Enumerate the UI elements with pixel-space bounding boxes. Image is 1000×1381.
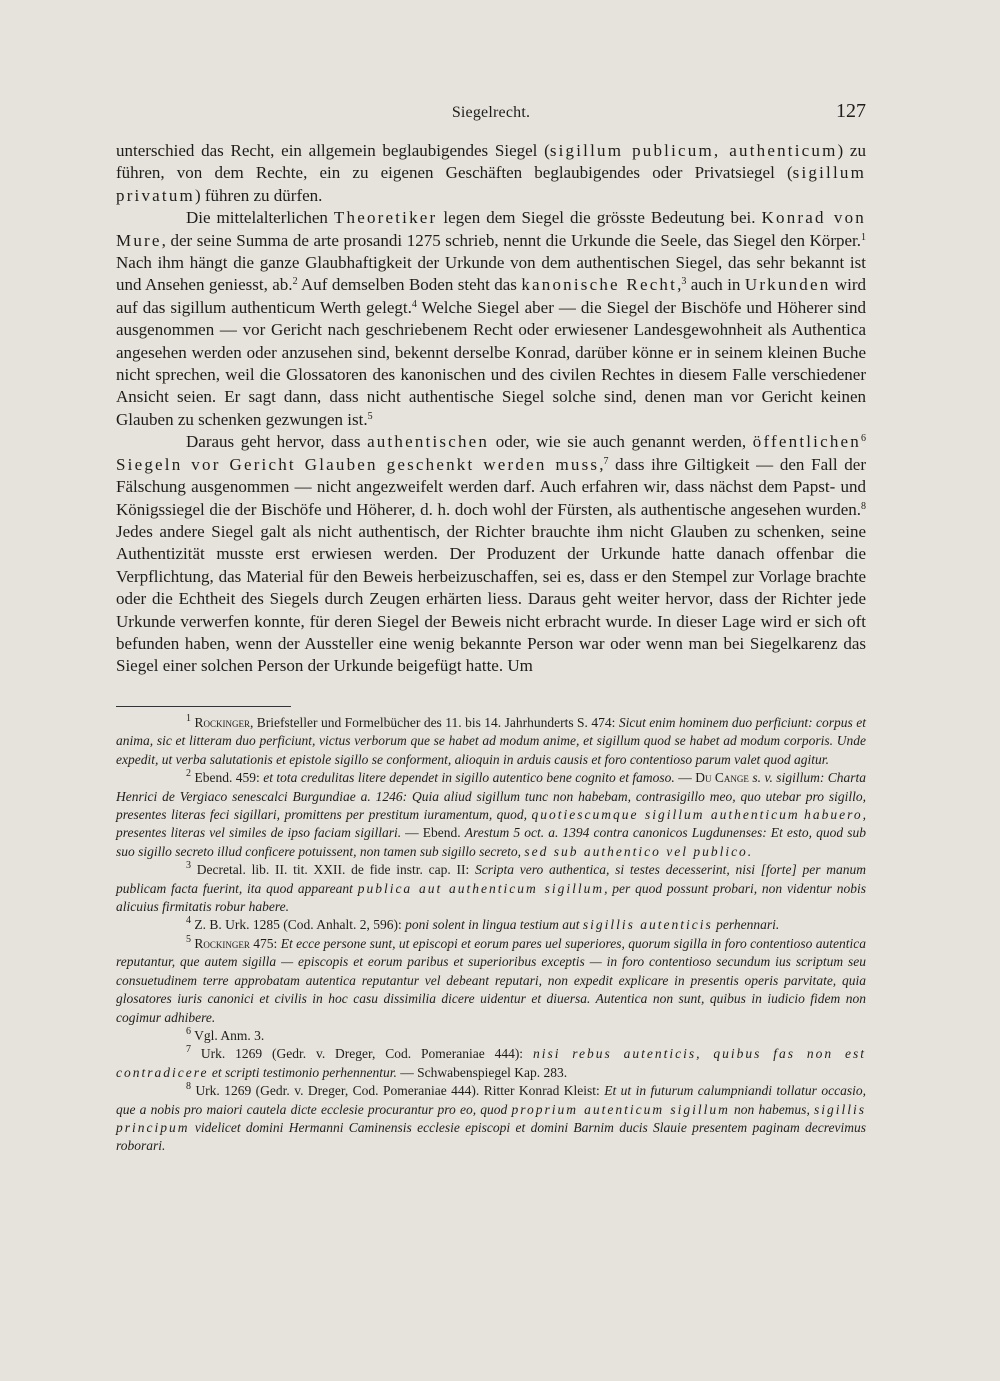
text-run: Decretal. lib. II. tit. XXII. de fide instr. cap. II: [191,862,476,878]
text-run: Daraus geht hervor, dass [186,432,368,452]
footnote-ref: 7 [603,455,609,467]
text-run: oder, wie sie auch genannt werden, [489,432,753,452]
author-name: Du Cange [695,770,749,786]
text-run: ) zu führen, von dem Rechte, ein zu eigenen Geschäften beglaubigendes oder Privatsiegel ( [116,141,866,183]
footnote-ref: 5 [367,410,373,422]
paragraph-3 [116,431,866,677]
footnote-ref: 1 [861,231,866,243]
text-run: Vgl. Anm. 3. [191,1027,265,1043]
author-name: Rockinger [191,935,250,951]
text-run: Ebend. 459: [191,770,264,786]
text-run-spaced: Theoretiker [333,208,438,228]
footnote-number: 8 [186,1081,191,1093]
text-run: ) führen zu dürfen. [194,185,323,205]
text-run-spaced: öffentlichen [752,432,861,452]
footnote-ref: 6 [861,433,866,445]
text-run: Nach ihm hängt die ganze Glaubhaftigkeit der Urkunde von dem authentischen Siegel, das sehr bekannt ist und Ansehen geniesst, ab. [116,253,866,295]
text-run: wird auf das sigillum authenticum Werth gelegt. [116,275,866,317]
text-run: 475: [249,935,281,951]
latin-quote: perhennari. [716,917,780,933]
text-run-spaced: sigillum publicum, authenticum [549,141,838,160]
latin-quote: Arestum 5 oct. a. 1394 contra canonicos Lugdunenses: Et esto, quod sub suo sigillo secreto illud conficere potuissent, non tamen sub sigillo secreto, [116,825,866,859]
text-run: Jedes andere Siegel galt als nicht authentisch, der Richter brauchte ihm nicht Glauben zu schenken, seine Authentizität musste erst erwiesen werden. Der Produzent der Urkunde hatte danach offenbar die Verpflichtung, das Material für den Beweis herbeizuschaffen, sei es, dass er den Stempel zur Vorlage brachte oder die Echtheit des Siegels durch Zeugen erhärten liess. Daraus geht weiter hervor, dass der Richter jede Urkunde verwerfen konnte, für deren Siegel der Beweis nicht erbracht wurde. In dieser Lage wird er sich oft befunden haben, wenn der Aussteller eine wenig bekannte Person war oder wenn man bei Siegelkarenz das Siegel einer solchen Person der Urkunde beigefügt hatte. Um [116,521,866,676]
text-run: legen dem Siegel die grösste Bedeutung bei. [437,208,762,228]
latin-quote: non habemus, [734,1101,814,1117]
text-run: unterschied das Recht, ein allgemein beglaubigendes Siegel ( [116,141,550,160]
text-run: — Schwabenspiegel Kap. 283. [396,1064,568,1080]
running-title: Siegelrecht. [451,104,531,121]
text-run: dass ihre Giltigkeit — den Fall der Fälschung ausgenommen — nicht angezweifelt werden darf. Auch erfahren wir, dass nächst dem Papst- und Königssiegel die der Bischöfe und Höherer, d. h. doch wohl der Fürsten, als authentische angesehen wurden. [116,454,866,519]
text-run: Urk. 1269 (Gedr. v. Dreger, Cod. Pomeraniae 444): [191,1046,533,1062]
text-run: Auf demselben Boden steht das [297,275,522,295]
text-run: , [599,454,604,474]
text-run-spaced: authentischen [367,432,490,452]
page-number: 127 [836,100,866,122]
page-header [116,100,866,130]
footnote-number: 6 [186,1025,191,1037]
latin-quote: , [604,880,613,896]
latin-quote: videlicet domini Hermanni Caminensis ecclesie episcopi et domini Barnim ducis Slauie presentem paginam decrevimus roborari. [116,1119,867,1154]
text-run-spaced: kanonische Recht [521,275,678,295]
latin-quote: poni solent in lingua testium aut [405,917,583,933]
text-run-spaced: Konrad von Mure [116,208,866,250]
latin-quote-spaced: nisi rebus autenticis, quibus fas non est contradicere [116,1046,867,1080]
latin-quote-spaced: quotiescumque sigillum authenticum [531,807,800,823]
paragraph-1 [116,140,866,207]
footnote-ref: 8 [861,500,866,512]
footnote-number: 1 [186,713,191,724]
footnote-divider [116,706,291,707]
footnote-number: 5 [186,933,191,945]
text-run: , der seine Summa de arte prosandi 1275 schrieb, nennt die Urkunde die Seele, das Siegel den Körper. [161,230,861,250]
footnote-ref: 4 [411,298,417,310]
latin-quote: , [862,807,866,823]
text-run: auch in [686,275,745,295]
footnote-number: 7 [186,1044,191,1056]
text-run: — Ebend. [401,825,465,841]
footnote-number: 3 [186,860,191,872]
footnote-5 [116,935,866,1027]
latin-quote-spaced: publica aut authenticum sigillum [357,880,605,896]
latin-quote: per quod possunt probari, non videntur nobis alicuius firmitatis robur habere. [116,880,866,915]
text-run: , Briefsteller und Formelbücher des 11. bis 14. Jahrhunderts S. 474: [249,715,619,730]
main-text [116,140,866,678]
latin-quote: et tota credulitas litere dependet in sigillo autentico bene cognito et famoso. [263,770,675,786]
latin-quote-spaced: habuero [804,807,863,823]
footnote-6 [116,1027,866,1045]
author-name: Rockinger [191,715,250,730]
latin-quote: Et ut in futurum calumpniandi tollatur occasio, que a nobis pro maiori cautela dicte ecclesie procurantur pro eo, quod [116,1083,866,1117]
footnote-number: 4 [186,915,191,927]
latin-quote-spaced: sigillis autenticis [582,917,713,933]
text-run: — [674,770,696,786]
footnote-number: 2 [186,768,191,780]
latin-quote-spaced: sigillis principum [116,1101,867,1135]
text-run: Welche Siegel aber — die Siegel der Bischöfe und Höherer sind ausgenommen — vor Gericht nach geschriebenem Recht oder erwiesener Landesgewohnheit als Authentica angesehen werden oder anzusehen sind, bekennt derselbe Konrad, darüber könne er in seinem kleinen Buche nicht sprechen, weil die Glossatoren des kanonischen und des civilen Rechtes in diesem Falle verschiedener Ansicht seien. Er sagt dann, dass nicht authentische Siegel solche sind, denen man vor Gericht keinen Glauben zu schenken gezwungen ist. [116,297,866,429]
latin-quote: presentes literas vel similes de ipso faciam sigillari. [116,825,402,841]
footnote-3 [116,861,866,916]
latin-quote: Sicut enim hominem duo perficiunt: corpus et anima, sic et litteram duo perficiunt, victus verborum que se habet ad modum anime, et sigillum quod se habet ad modum corporis. Unde expedit, ut verba salutationis et epistole sigillo se conforment, alioquin in arduis causis et foro contentioso parum valet quod agitur. [116,715,866,767]
latin-quote-spaced: proprium autenticum sigillum [511,1101,730,1117]
text-run: Die mittelalterlichen [186,208,334,228]
latin-quote: Et ecce persone sunt, ut episcopi et eorum pares uel superiores, quorum sigilla in foro contentioso autentica reputantur, que autem sigilla — episcopis et eorum paribus et superioribus exceptis — in foro contentioso secundum ius scriptum seu consuetudinem terre approbatam autentica reputantur vel debeant reputari, non expedit explicare in presentis operis parvitate, quia glosatores iuris canonici et civilis in hoc casu dissimilia dicere uidentur et diuersa. Autentica non sunt, quibus in iudicio fidem non cogimur adhibere. [116,935,866,1025]
text-run-spaced: Urkunden [744,275,831,295]
latin-quote-spaced: sed sub authentico vel publico. [524,843,754,859]
text-run-spaced: sigillum privatum [116,163,866,205]
footnote-8 [116,1082,866,1156]
footnote-1 [116,714,866,769]
footnote-4 [116,916,866,934]
text-run: Urk. 1269 (Gedr. v. Dreger, Cod. Pomeraniae 444). Ritter Konrad Kleist: [191,1083,605,1099]
latin-quote: Scripta vero authentica, si testes decesserint, nisi [forte] per manum publicam facta fuerint, ita quod appareant [116,862,866,896]
text-run-spaced: Siegeln vor Gericht Glauben geschenkt werden muss [116,454,600,474]
text-run: Z. B. Urk. 1285 (Cod. Anhalt. 2, 596): [191,917,406,933]
latin-quote: s. v. sigillum: Charta Henrici de Vergiaco senescalci Burgundiae a. 1246: Quia aliud sigillum tunc non habebam, contrasigillo meo, quo utebar pro sigillo, presentes literas feci sigillari, promittens per prestitum iuramentum, quod, [116,770,867,823]
footnote-ref: 2 [292,276,298,288]
footnote-7 [116,1045,866,1082]
footnotes [116,714,866,1156]
footnote-2 [116,769,866,861]
latin-quote: et scripti testimonio perhennentur. [211,1064,397,1080]
footnote-ref: 3 [681,276,687,288]
text-run: , [677,275,682,295]
paragraph-2 [116,207,866,431]
